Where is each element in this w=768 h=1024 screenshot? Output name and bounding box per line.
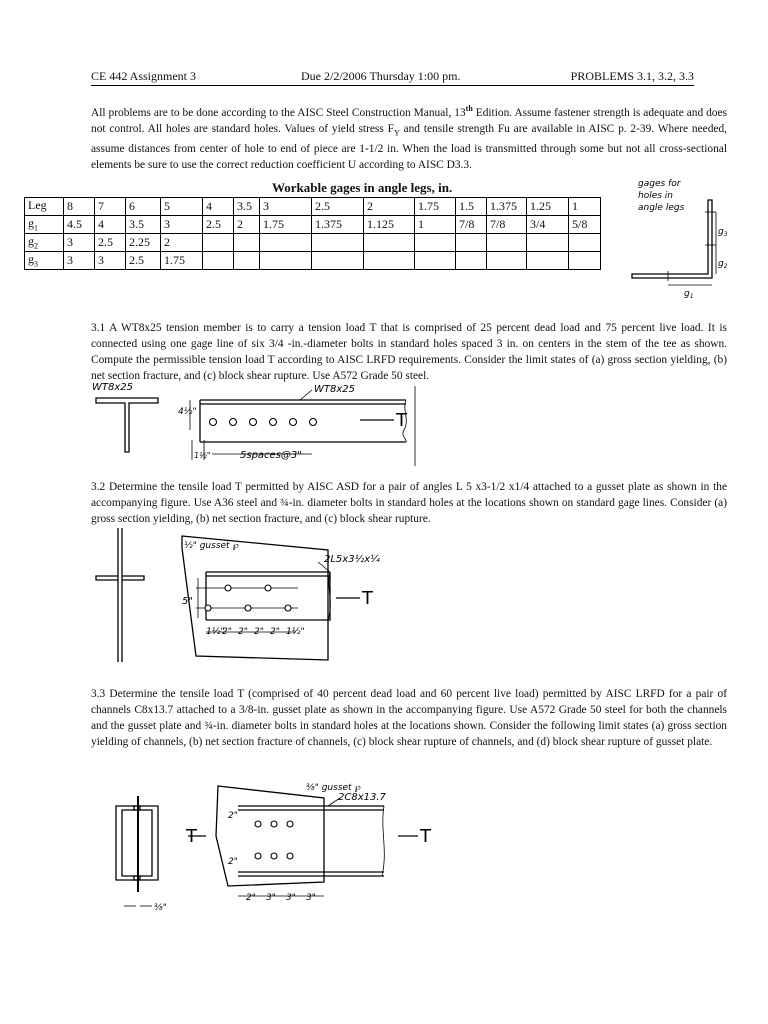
dim-3: 2" <box>238 627 248 637</box>
gage-cell: 4.5 <box>64 216 95 234</box>
bolt-hole <box>271 821 277 827</box>
angle-member-label: 2L5x3½x¼ <box>324 554 380 565</box>
problem-3-2-text: 3.2 Determine the tensile load T permitted by AISC ASD for a pair of angles L 5 x3-1/2 x1/4 attached to a gusset plate as shown in the accompanying figure. Use A36 steel and ¾-in. diameter bolts in standard holes at the locations shown on standard gage lines. Consider (a) gross section yielding, (b) net section fracture, and (c) block shear rupture. <box>91 481 727 525</box>
bolt-hole <box>271 853 277 859</box>
gage-cell <box>312 234 364 252</box>
bolt-hole <box>255 853 261 859</box>
dim-1: 1½" <box>206 627 225 637</box>
gage-cell: 1.375 <box>487 198 527 216</box>
gage-cell <box>203 234 234 252</box>
angles-section-shape <box>96 528 144 662</box>
gage-cell: 2.5 <box>312 198 364 216</box>
gage-cell: 5/8 <box>569 216 601 234</box>
bolt-hole <box>255 821 261 827</box>
dim-4: 2" <box>254 627 264 637</box>
gage-cell <box>415 234 456 252</box>
gage-cell <box>260 234 312 252</box>
gage-cell: 3 <box>64 234 95 252</box>
wt-member-label: WT8x25 <box>314 384 356 395</box>
gage-cell: 1.75 <box>415 198 456 216</box>
course-assignment: CE 442 Assignment 3 <box>91 69 197 83</box>
gage-cell: 2 <box>234 216 260 234</box>
load-t-label: T <box>396 410 407 431</box>
dim-left: 5" <box>182 596 193 607</box>
gage-cell: 1 <box>415 216 456 234</box>
gage-cell: 2.5 <box>126 252 161 270</box>
gage-table-title: Workable gages in angle legs, in. <box>272 180 453 195</box>
gage-cell <box>415 252 456 270</box>
gage-cell: 1.75 <box>161 252 203 270</box>
wt-section-label: WT8x25 <box>92 382 134 393</box>
dim-bottom: 2" <box>228 857 238 867</box>
bolt-hole <box>287 821 293 827</box>
bolt-hole <box>205 605 211 611</box>
bolt-hole <box>245 605 251 611</box>
gage-cell: 3.5 <box>234 198 260 216</box>
gage-row <box>25 216 601 234</box>
gage-cell <box>203 252 234 270</box>
dim-stem: 4½" <box>178 407 197 417</box>
gage-cell <box>569 234 601 252</box>
load-t-left: T <box>186 826 197 847</box>
gusset-plate <box>216 786 324 886</box>
gage-cell <box>234 252 260 270</box>
gage-cell <box>569 252 601 270</box>
gage-cell: 1 <box>569 198 601 216</box>
channel-left-shape <box>116 806 140 880</box>
bolt-hole <box>230 419 237 426</box>
gage-cell: 7/8 <box>456 216 487 234</box>
gage-cell <box>234 234 260 252</box>
gage-cell <box>364 252 415 270</box>
gage-row-label: Leg <box>25 198 64 216</box>
page-header <box>91 69 694 86</box>
bolt-hole <box>210 419 217 426</box>
gage-row-label: $g_2$ <box>25 234 64 252</box>
angle-note-line1: gages for <box>638 179 681 189</box>
problem-3-3-text: 3.3 Determine the tensile load T (comprised of 40 percent dead load and 60 percent live load) permitted by AISC LRFD for a pair of channels C8x13.7 attached to a 3/8-in. gusset plate as shown in the accompanying figure. Use A572 Grade 50 steel for both the channels and the gusset plate and ¾-in. diameter bolts in standard holes at the locations shown. Consider the following limit states (a) gross section yielding of channels, (b) net section fracture of channels, (c) block shear rupture of channels, and (d) block shear rupture of gusset plate. <box>91 688 727 748</box>
gage-cell <box>527 234 569 252</box>
gage-cell: 3 <box>260 198 312 216</box>
problem-3-2-figure <box>88 528 448 668</box>
gage-cell: 1.5 <box>456 198 487 216</box>
gage-cell: 4 <box>95 216 126 234</box>
g2-label: $g_2$ <box>718 259 728 270</box>
gage-cell: 5 <box>161 198 203 216</box>
channel-member <box>238 806 384 876</box>
gusset-plate <box>182 536 328 660</box>
gusset-label: ⅜" gusset ℘ <box>306 783 361 793</box>
gage-cell: 8 <box>64 198 95 216</box>
gage-cell: 2 <box>364 198 415 216</box>
gage-cell: 2.5 <box>95 234 126 252</box>
gage-cell <box>364 234 415 252</box>
gage-cell: 2.5 <box>203 216 234 234</box>
gage-cell: 1.25 <box>527 198 569 216</box>
gage-row <box>25 252 601 270</box>
bolt-hole <box>225 585 231 591</box>
dim-6: 1½" <box>286 627 305 637</box>
load-t-right: T <box>420 826 431 847</box>
dim-5: 2" <box>270 627 280 637</box>
gage-row-label: $g_3$ <box>25 252 64 270</box>
gage-cell: 3 <box>95 252 126 270</box>
bolt-hole <box>265 585 271 591</box>
gage-table <box>24 197 601 270</box>
problem-list: PROBLEMS 3.1, 3.2, 3.3 <box>570 69 694 83</box>
wt-section-shape <box>96 398 158 452</box>
problem-3-1-figure <box>90 380 430 470</box>
gage-cell: 6 <box>126 198 161 216</box>
bolt-hole <box>287 853 293 859</box>
gage-cell: 1.375 <box>312 216 364 234</box>
gage-cell <box>527 252 569 270</box>
plate-thickness: ⅜" <box>154 903 167 913</box>
intro-paragraph: All problems are to be done according to the AISC Steel Construction Manual, 13th Edition. Assume fastener strength is adequate and does not control. All holes are standard holes. Values of yield stress $F_Y$ and tensile strength Fu are available in AISC p. 2-39. Where needed, assume distances from center of hole to end of piece are 1-1/2 in. When the load is transmitted through some but not all cross-sectional elements be sure to use the correct reduction coefficient U according to AISC D3.3. <box>91 104 728 172</box>
gusset-label: ½" gusset ℘ <box>184 541 239 551</box>
gage-cell: 1.125 <box>364 216 415 234</box>
angle-note-line3: angle legs <box>638 203 685 213</box>
dim-end: 1½" <box>194 451 211 460</box>
gage-cell: 4 <box>203 198 234 216</box>
gage-cell: 3/4 <box>527 216 569 234</box>
gage-cell <box>456 234 487 252</box>
dim-top: 2" <box>228 811 238 821</box>
angle-gage-sketch <box>626 172 728 300</box>
gage-row <box>25 198 601 216</box>
channel-member-label: 2C8x13.7 <box>338 792 386 803</box>
gage-cell: 7/8 <box>487 216 527 234</box>
dim-spacing: 5spaces@3" <box>240 450 302 461</box>
gage-cell: 1.75 <box>260 216 312 234</box>
problem-3-1-text: 3.1 A WT8x25 tension member is to carry a tension load T that is comprised of 25 percent dead load and 75 percent live load. It is connected using one gage line of six 3/4 -in.-diameter bolts in standard holes spaced 3 in. on centers in the stem of the tee as shown. Compute the permissible tension load T according to AISC LRFD requirements. Consider the limit states of (a) gross section yielding, (b) net section fracture, and (c) block shear rupture. Use A572 Grade 50 steel. <box>91 322 727 382</box>
g1-label: $g_1$ <box>684 289 694 300</box>
gage-cell: 3.5 <box>126 216 161 234</box>
gage-cell: 3 <box>161 216 203 234</box>
gage-cell: 3 <box>64 252 95 270</box>
g3-label: $g_3$ <box>718 227 728 238</box>
dim-4: 3" <box>306 893 316 903</box>
angle-member <box>206 572 330 620</box>
bolt-hole <box>290 419 297 426</box>
bolt-hole <box>270 419 277 426</box>
gage-cell <box>487 234 527 252</box>
gage-cell <box>456 252 487 270</box>
dim-3: 3" <box>286 893 296 903</box>
gage-cell <box>312 252 364 270</box>
gage-row-label: $g_1$ <box>25 216 64 234</box>
gage-cell: 2.25 <box>126 234 161 252</box>
dim-1: 2" <box>246 893 256 903</box>
dim-2: 2" <box>222 627 232 637</box>
bolt-hole <box>285 605 291 611</box>
due-date: Due 2/2/2006 Thursday 1:00 pm. <box>301 69 461 83</box>
bolt-hole <box>310 419 317 426</box>
gage-cell <box>487 252 527 270</box>
gage-cell <box>260 252 312 270</box>
gage-row <box>25 234 601 252</box>
gage-cell: 7 <box>95 198 126 216</box>
dim-2: 3" <box>266 893 276 903</box>
gage-cell: 2 <box>161 234 203 252</box>
angle-note-line2: holes in <box>638 191 674 201</box>
bolt-hole <box>250 419 257 426</box>
problem-3-3-figure <box>88 776 468 916</box>
load-t-label: T <box>362 588 373 609</box>
